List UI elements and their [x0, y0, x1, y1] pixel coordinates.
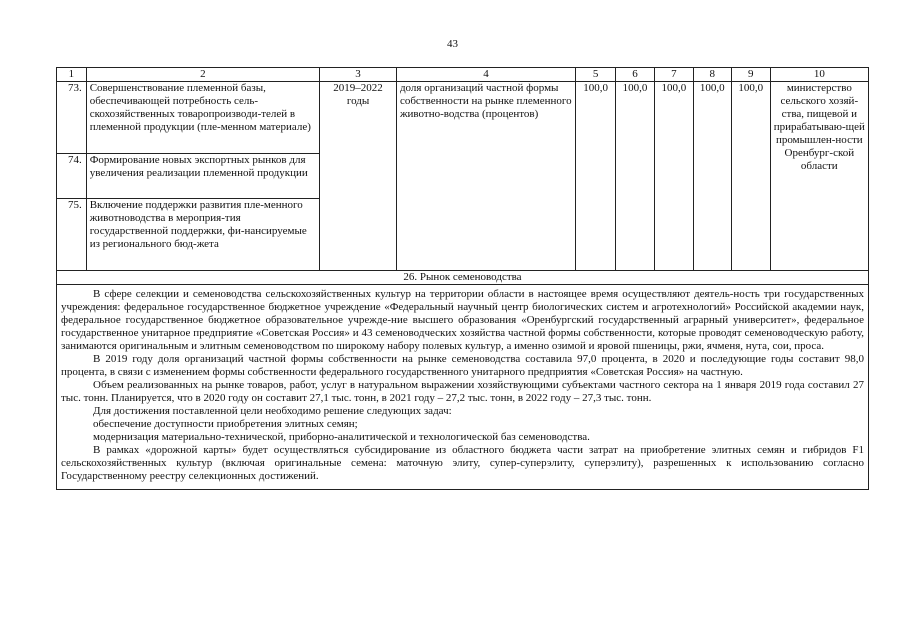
page-number: 43	[447, 38, 458, 50]
row-number: 73.	[57, 82, 87, 154]
paragraph: В сфере селекции и семеноводства сельскохозяйственных культур на территории области в настоящее время осуществляют деятель-ность три государственных учреждения: федеральное государственное бюджетное учреждение «Федеральный научный центр биологических систем и агротехнологий» Российской академии наук, федеральное государственное бюджетное образовательное учрежде-ние высшего образования «Оренбургский государственный аграрный университет», федеральное государственное унитарное предприятие «Советская Россия» и 43 семеноводческих хозяйства частной формы собственности, которые проводят семеноводческую работу, занимаются оригинальным и элитным семеноводством по широкому набору полевых культур, а именно озимой и яровой пшеницы, ржи, ячменя, нута, сои, проса.	[61, 288, 864, 352]
measure-cell: Формирование новых экспортных рынков для увеличения реализации племенной продукции	[86, 154, 319, 199]
paragraph: Объем реализованных на рынке товаров, работ, услуг в натуральном выражении хозяйствующими субъектами частного сектора на 1 января 2019 года составил 27 тыс. тонн. Планируется, что в 2020 году он составит 27,1 тыс. тонн, в 2021 году – 27,2 тыс. тонн, в 2022 году – 27,3 тыс. тонн.	[61, 379, 864, 404]
section-body-row	[57, 285, 869, 490]
value-cell: 100,0	[693, 82, 731, 271]
paragraph: обеспечение доступности приобретения элитных семян;	[93, 418, 358, 430]
value-cell: 100,0	[654, 82, 693, 271]
paragraph: В рамках «дорожной карты» будет осуществляться субсидирование из областного бюджета части затрат на приобретение элитных семян и гибридов F1 сельскохозяйственных культур (включая оригинальные семена: маточную элиту, супер-суперэлиту, суперэлиту), разрешенных к использованию согласно Государственному реестру селекционных достижений.	[61, 444, 864, 482]
column-header: 6	[616, 68, 655, 82]
indicator-cell: доля организаций частной формы собственности на рынке племенного животно-водства (процентов)	[396, 82, 575, 271]
paragraph: Для достижения поставленной цели необходимо решение следующих задач:	[93, 405, 452, 417]
row-number: 74.	[57, 154, 87, 199]
table-row	[57, 82, 869, 154]
table-header-row	[57, 68, 869, 82]
column-header: 2	[86, 68, 319, 82]
period-cell: 2019–2022 годы	[320, 82, 397, 271]
responsible-cell: министерство сельского хозяй-ства, пищевой и прирабатываю-щей промышлен-ности Оренбург-ской области	[770, 82, 868, 271]
column-header: 8	[693, 68, 731, 82]
value-cell: 100,0	[616, 82, 655, 271]
column-header: 9	[731, 68, 770, 82]
column-header: 7	[654, 68, 693, 82]
paragraph: В 2019 году доля организаций частной формы собственности на рынке семеноводства составила 97,0 процента, в 2020 и последующие годы составит 98,0 процента, в связи с изменением формы собственности федерального государственного унитарного предприятия «Советская Россия» на частную.	[61, 353, 864, 378]
row-number: 75.	[57, 199, 87, 271]
column-header: 4	[396, 68, 575, 82]
value-cell: 100,0	[576, 82, 616, 271]
column-header: 3	[320, 68, 397, 82]
value-cell: 100,0	[731, 82, 770, 271]
section-body	[57, 285, 869, 490]
column-header: 5	[576, 68, 616, 82]
paragraph: модернизация материально-технической, приборно-аналитической и технологической баз семеноводства.	[93, 431, 590, 443]
section-row	[57, 271, 869, 285]
column-header: 1	[57, 68, 87, 82]
roadmap-table	[56, 67, 869, 490]
measure-cell: Включение поддержки развития пле-менного животноводства в мероприя-тия государственной поддержки, фи-нансируемые из регионального бюд-жета	[86, 199, 319, 271]
measure-cell: Совершенствование племенной базы, обеспечивающей потребность сель-скохозяйственных товаропроизводи-телей в племенной продукции (пле-менном материале)	[86, 82, 319, 154]
column-header: 10	[770, 68, 868, 82]
section-title: 26. Рынок семеноводства	[57, 271, 869, 285]
